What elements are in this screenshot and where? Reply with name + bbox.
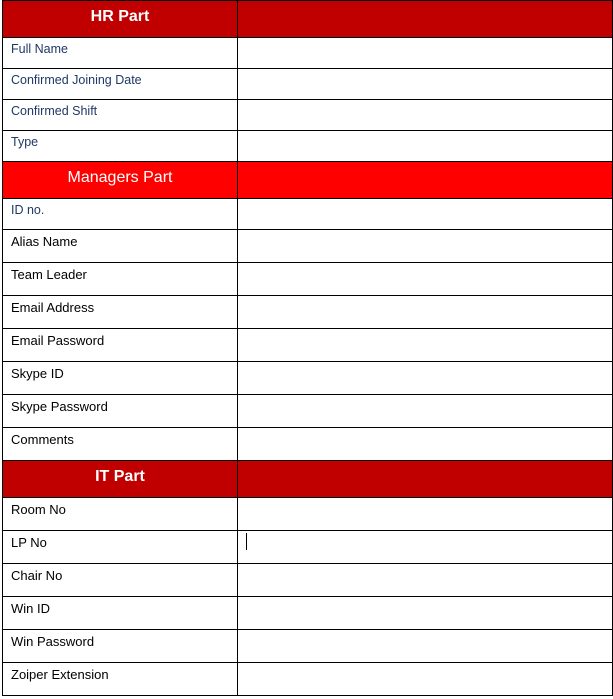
- field-label-room-no: Room No: [11, 502, 66, 517]
- field-label-team-leader: Team Leader: [11, 267, 87, 282]
- field-value-comments[interactable]: [238, 428, 613, 461]
- form-row-skype-password: [3, 395, 613, 428]
- field-label-email-password: Email Password: [11, 333, 105, 348]
- field-value-skype-password[interactable]: [238, 395, 613, 428]
- form-row-type: [3, 131, 613, 162]
- hr-header-value-cell: [238, 1, 613, 38]
- form-row-win-id: [3, 597, 613, 630]
- field-value-alias-name[interactable]: [238, 230, 613, 263]
- form-row-confirmed-joining-date: [3, 69, 613, 100]
- form-row-full-name: [3, 38, 613, 69]
- field-value-win-password[interactable]: [238, 630, 613, 663]
- field-label-alias-name: Alias Name: [11, 234, 78, 249]
- managers-header-value-cell: [238, 162, 613, 199]
- field-value-win-id[interactable]: [238, 597, 613, 630]
- form-row-id-no: [3, 199, 613, 230]
- field-value-email-password[interactable]: [238, 329, 613, 362]
- form-row-zoiper-extension: [3, 663, 613, 696]
- field-label-full-name: Full Name: [11, 42, 68, 56]
- field-label-skype-password: Skype Password: [11, 399, 108, 414]
- field-label-win-id: Win ID: [11, 601, 50, 616]
- it-section-header: [3, 461, 613, 498]
- it-header-value-cell: [238, 461, 613, 498]
- form-row-email-address: [3, 296, 613, 329]
- text-cursor: [246, 533, 247, 550]
- form-row-email-password: [3, 329, 613, 362]
- form-row-comments: [3, 428, 613, 461]
- form-row-room-no: [3, 498, 613, 531]
- managers-section-header: [3, 162, 613, 199]
- field-value-zoiper-extension[interactable]: [238, 663, 613, 696]
- field-value-chair-no[interactable]: [238, 564, 613, 597]
- form-row-confirmed-shift: [3, 100, 613, 131]
- field-value-confirmed-joining-date[interactable]: [238, 69, 613, 100]
- form-row-lp-no: [3, 531, 613, 564]
- field-label-lp-no: LP No: [11, 535, 47, 550]
- field-label-skype-id: Skype ID: [11, 366, 64, 381]
- field-label-win-password: Win Password: [11, 634, 95, 649]
- field-label-confirmed-joining-date: Confirmed Joining Date: [11, 73, 142, 87]
- field-value-team-leader[interactable]: [238, 263, 613, 296]
- it-section-title: IT Part: [95, 468, 145, 485]
- form-row-chair-no: [3, 564, 613, 597]
- hr-section-title: HR Part: [90, 8, 150, 25]
- field-value-type[interactable]: [238, 131, 613, 162]
- field-label-zoiper-extension: Zoiper Extension: [11, 667, 109, 682]
- field-label-id-no: ID no.: [11, 203, 45, 217]
- employee-form-table: [2, 0, 613, 696]
- form-row-alias-name: [3, 230, 613, 263]
- field-value-full-name[interactable]: [238, 38, 613, 69]
- field-label-type: Type: [11, 135, 39, 149]
- field-value-room-no[interactable]: [238, 498, 613, 531]
- field-value-confirmed-shift[interactable]: [238, 100, 613, 131]
- form-row-win-password: [3, 630, 613, 663]
- field-value-email-address[interactable]: [238, 296, 613, 329]
- field-value-skype-id[interactable]: [238, 362, 613, 395]
- it-header-title-cell: [3, 461, 238, 498]
- field-label-chair-no: Chair No: [11, 568, 63, 583]
- managers-header-title-cell: [3, 162, 238, 199]
- managers-section-title: Managers Part: [67, 169, 173, 186]
- hr-header-title-cell: [3, 1, 238, 38]
- field-value-id-no[interactable]: [238, 199, 613, 230]
- field-label-comments: Comments: [11, 432, 74, 447]
- form-row-team-leader: [3, 263, 613, 296]
- form-row-skype-id: [3, 362, 613, 395]
- field-label-email-address: Email Address: [11, 300, 95, 315]
- field-value-lp-no[interactable]: [238, 531, 613, 564]
- hr-section-header: [3, 1, 613, 38]
- field-label-confirmed-shift: Confirmed Shift: [11, 104, 98, 118]
